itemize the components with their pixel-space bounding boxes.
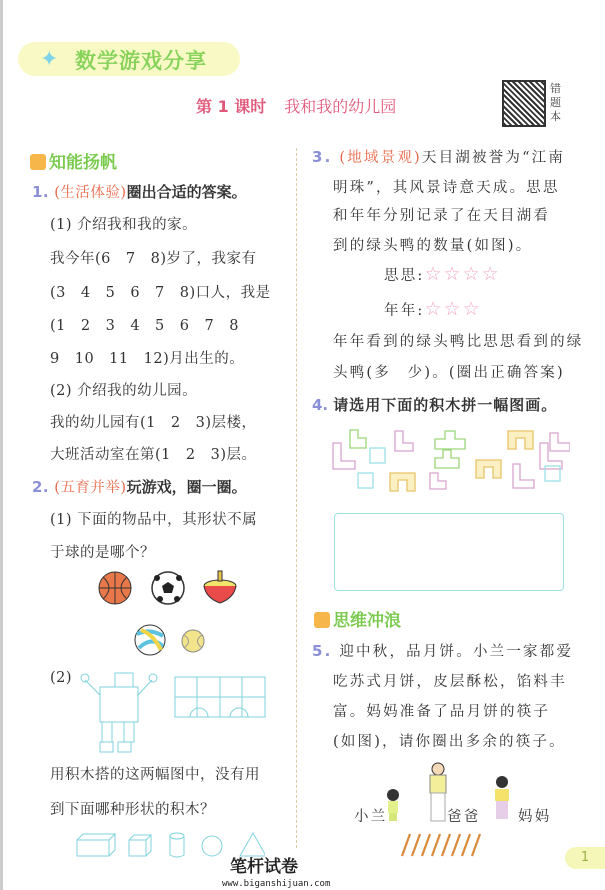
text-line: (2) 介绍我的幼儿园。 [50, 383, 198, 399]
basketball-icon [99, 572, 131, 604]
name-xiaolan: 小兰 [354, 809, 388, 825]
column-divider [296, 148, 297, 848]
q-tag: (生活体验) [54, 185, 127, 201]
q-tag: (地域景观) [339, 150, 422, 166]
section-label: 思维冲浪 [333, 611, 401, 631]
name-mom: 妈妈 [518, 809, 552, 825]
text-line: 9 10 11 12)月出生的。 [50, 351, 245, 367]
banner-title: 数学游戏分享 [75, 49, 207, 73]
lesson-name: 我和我的幼儿园 [284, 97, 397, 116]
text-line: (3 4 5 6 7 8)口人，我是 [50, 285, 271, 301]
cube-icon [129, 835, 151, 856]
q-num: 2. [32, 478, 50, 496]
dad-figure [430, 763, 446, 821]
text-line: 用积木搭的这两幅图中，没有用 [50, 767, 260, 783]
wall-figure [175, 677, 265, 717]
football-icon [152, 572, 184, 604]
chopstick[interactable] [432, 834, 440, 856]
name-dad: 爸爸 [447, 809, 481, 825]
cone-icon [240, 833, 265, 856]
xiaolan-figure [387, 789, 399, 821]
text-line: 到下面哪种形状的积木？ [50, 802, 215, 818]
watermark: 笔杆试卷 [230, 857, 298, 877]
q-prompt: 玩游戏，圈一圈。 [126, 478, 247, 496]
text-line: 年年看到的绿头鸭比思思看到的绿 [333, 334, 584, 350]
cuboid-icon [77, 834, 115, 856]
wave-icon [314, 612, 330, 628]
section-label: 知能扬帆 [49, 153, 117, 173]
q-tag: (五育并举) [54, 480, 127, 496]
q-num: 3. [312, 148, 333, 166]
text-line: (1) 下面的物品中，其形状不属 [50, 512, 258, 528]
q-num: 5. [312, 642, 333, 660]
chopstick[interactable] [472, 834, 480, 856]
volleyball-icon [135, 625, 165, 655]
section-heading-1 [30, 148, 117, 173]
chopstick[interactable] [452, 834, 460, 856]
watermark-url: www.biganshijuan.com [222, 879, 331, 889]
tennis-ball-icon [182, 630, 204, 652]
text-line: (1 2 3 4 5 6 7 8 [50, 318, 239, 334]
text-line: 富。妈妈准备了品月饼的筷子 [333, 704, 551, 720]
text-line: 吃苏式月饼，皮层酥松，馅料丰 [333, 674, 567, 690]
sphere-icon [202, 836, 222, 856]
section-heading-2 [314, 606, 401, 631]
q-num: 4. [312, 396, 329, 414]
q-prompt: 圈出合适的答案。 [126, 183, 247, 201]
part-label: (2) [50, 670, 73, 686]
chopstick[interactable] [402, 834, 410, 856]
sisi-label: 思思: [384, 268, 425, 284]
text-line: 明珠”，其风景诗意天成。思思 [333, 180, 560, 196]
text-line: 迎中秋，品月饼。小兰一家都爱 [339, 644, 574, 660]
page-number: 1 [565, 847, 605, 869]
question-1 [32, 181, 247, 202]
qr-code[interactable] [502, 80, 546, 127]
lesson-number: 第 1 课时 [196, 97, 267, 116]
chopstick[interactable] [412, 834, 420, 856]
text-line: 于球的是哪个？ [50, 545, 155, 561]
solid-shapes [75, 830, 265, 860]
text-line: (如图)，请你圈出多余的筷子。 [333, 734, 566, 750]
question-3 [312, 146, 565, 167]
text-line: 到的绿头鸭的数量(如图)。 [333, 238, 533, 254]
chopsticks [398, 832, 483, 858]
q-prompt: 请选用下面的积木拼一幅图画。 [333, 396, 558, 414]
qr-label: 错题本 [550, 82, 561, 123]
text-line: (1) 介绍我和我的家。 [50, 217, 198, 233]
page-edge [0, 0, 3, 890]
star-rating: ☆☆☆☆ [424, 263, 501, 285]
niannian-label: 年年: [384, 303, 425, 319]
question-5 [312, 640, 573, 661]
text-line: 天目湖被誉为“江南 [421, 150, 566, 166]
drawing-answer-box[interactable] [334, 513, 564, 591]
sail-icon [30, 154, 46, 170]
niannian-row [384, 298, 482, 320]
robot-figure [81, 673, 157, 752]
question-4 [312, 394, 557, 415]
q-num: 1. [32, 183, 50, 201]
mom-figure [495, 776, 509, 819]
chopstick[interactable] [422, 834, 430, 856]
chopstick[interactable] [462, 834, 470, 856]
question-2 [32, 476, 247, 497]
block-figures [80, 665, 280, 755]
sisi-row [384, 263, 501, 285]
star-rating: ☆☆☆ [424, 298, 482, 320]
text-line: 我的幼儿园有(1 2 3)层楼， [50, 415, 257, 431]
text-line: 我今年(6 7 8)岁了，我家有 [50, 251, 257, 267]
text-line: 大班活动室在第(1 2 3)层。 [50, 447, 257, 463]
cylinder-icon [170, 833, 184, 857]
lesson-title [196, 94, 396, 117]
diamond-icon: ✦ [40, 47, 59, 72]
block-pieces [330, 428, 570, 503]
text-line: 头鸭(多 少)。(圈出正确答案) [333, 365, 565, 381]
balls-illustration [95, 568, 245, 663]
text-line: 和年年分别记录了在天目湖看 [333, 208, 551, 224]
chopstick[interactable] [442, 834, 450, 856]
spinning-top-icon [204, 571, 236, 603]
